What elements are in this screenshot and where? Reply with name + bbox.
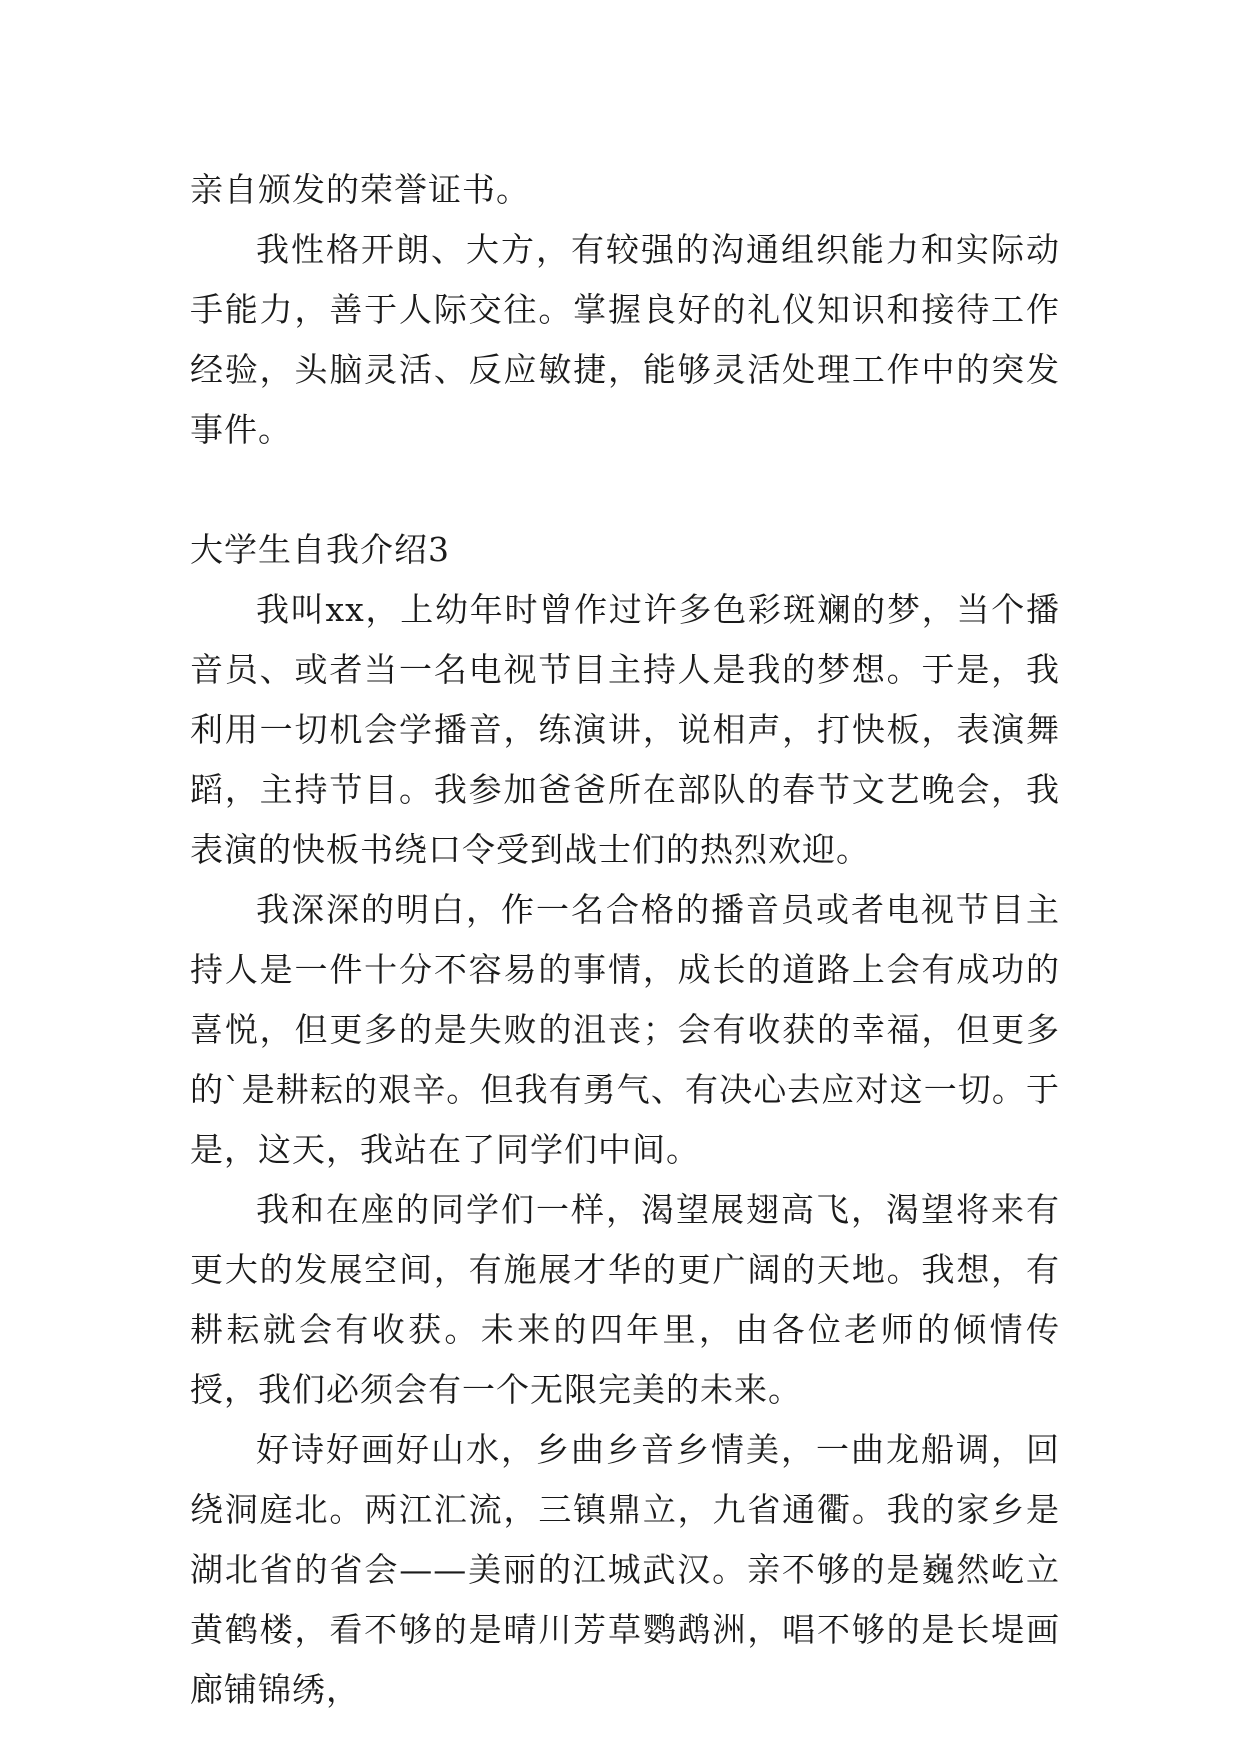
paragraph-personality: 我性格开朗、大方，有较强的沟通组织能力和实际动手能力，善于人际交往。掌握良好的礼仪知识和接待工作经验，头脑灵活、反应敏捷，能够灵活处理工作中的突发事件。 [190,230,1060,449]
paragraph-hometown: 好诗好画好山水，乡曲乡音乡情美，一曲龙船调，回绕洞庭北。两江汇流，三镇鼎立，九省通衢。我的家乡是湖北省的省会——美丽的江城武汉。亲不够的是巍然屹立黄鹤楼，看不够的是晴川芳草鹦鹉洲，唱不够的是长堤画廊铺锦绣， [190,1430,1060,1709]
section-title: 大学生自我介绍3 [190,530,450,569]
paragraph-intro-dream: 我叫xx，上幼年时曾作过许多色彩斑斓的梦，当个播音员、或者当一名电视节目主持人是我的梦想。于是，我利用一切机会学播音，练演讲，说相声，打快板，表演舞蹈，主持节目。我参加爸爸所在部队的春节文艺晚会，我表演的快板书绕口令受到战士们的热烈欢迎。 [190,590,1060,869]
paragraph-aspiration: 我和在座的同学们一样，渴望展翅高飞，渴望将来有更大的发展空间，有施展才华的更广阔的天地。我想，有耕耘就会有收获。未来的四年里，由各位老师的倾情传授，我们必须会有一个无限完美的未来。 [190,1190,1060,1409]
paragraph-continuation: 亲自颁发的荣誉证书。 [190,170,530,209]
document-body [190,160,1060,1720]
paragraph-understanding: 我深深的明白，作一名合格的播音员或者电视节目主持人是一件十分不容易的事情，成长的道路上会有成功的喜悦，但更多的是失败的沮丧；会有收获的幸福，但更多的`是耕耘的艰辛。但我有勇气、有决心去应对这一切。于是，这天，我站在了同学们中间。 [190,890,1060,1169]
